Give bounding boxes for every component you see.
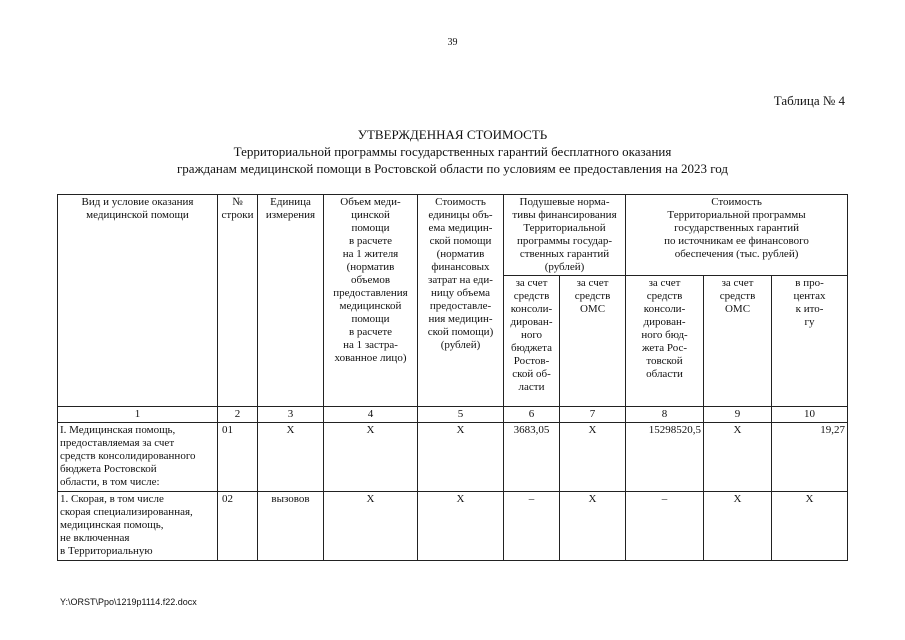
row-per-capita-oms: Х (560, 423, 626, 492)
header-service-type: Вид и условие оказания медицинской помощи (58, 195, 218, 407)
title-line-2: Территориальной программы государственных гарантий бесплатного оказания (233, 144, 672, 159)
column-number: 6 (504, 407, 560, 423)
column-number: 3 (258, 407, 324, 423)
column-number: 1 (58, 407, 218, 423)
column-number: 2 (218, 407, 258, 423)
title-line-3: гражданам медицинской помощи в Ростовской области по условиям ее предоставления на 2023 год (176, 161, 729, 176)
column-number: 7 (560, 407, 626, 423)
row-unit-cost: Х (418, 423, 504, 492)
row-unit: Х (258, 423, 324, 492)
title-line-1: УТВЕРЖДЕННАЯ СТОИМОСТЬ (357, 127, 548, 142)
header-cost-budget: за счет средств консоли- дирован- ного бюд- жета Рос- товской области (626, 276, 704, 407)
row-per-capita-budget: 3683,05 (504, 423, 560, 492)
header-cost-group: Стоимость Территориальной программы государственных гарантий по источникам ее финансового обеспечения (тыс. рублей) (626, 195, 848, 276)
table-label: Таблица № 4 (773, 93, 845, 108)
row-service-name: I. Медицинская помощь, предоставляемая за счет средств консолидированного бюджета Ростовской области, в том числе: (58, 423, 218, 492)
header-per-capita-group: Подушевые норма- тивы финансирования Территориальной программы государ- ственных гарантий (рублей) (504, 195, 626, 276)
row-unit: вызовов (258, 492, 324, 561)
column-number: 4 (324, 407, 418, 423)
row-cost-oms: Х (704, 492, 772, 561)
table-row (58, 423, 848, 492)
row-volume: Х (324, 492, 418, 561)
column-number: 10 (772, 407, 848, 423)
row-percent: Х (772, 492, 848, 561)
row-percent: 19,27 (772, 423, 848, 492)
row-line-number: 02 (218, 492, 258, 561)
file-path-footer: Y:\ORST\Ppo\1219p1114.f22.docx (60, 597, 197, 607)
cost-table (57, 194, 848, 561)
header-line-number: № строки (218, 195, 258, 407)
row-per-capita-budget: – (504, 492, 560, 561)
header-unit: Единица измерения (258, 195, 324, 407)
column-number-row (58, 407, 848, 423)
table-row (58, 492, 848, 561)
header-per-capita-budget: за счет средств консоли- дирован- ного бюджета Ростов- ской об- ласти (504, 276, 560, 407)
column-number: 8 (626, 407, 704, 423)
row-per-capita-oms: Х (560, 492, 626, 561)
column-number: 9 (704, 407, 772, 423)
row-cost-budget: – (626, 492, 704, 561)
header-cost-oms: за счет средств ОМС (704, 276, 772, 407)
page-number: 39 (447, 37, 458, 48)
header-percent: в про- центах к ито- гу (772, 276, 848, 407)
row-cost-oms: Х (704, 423, 772, 492)
column-number: 5 (418, 407, 504, 423)
row-service-name: 1. Скорая, в том числе скорая специализированная, медицинская помощь, не включенная в Территориальную (58, 492, 218, 561)
row-volume: Х (324, 423, 418, 492)
header-per-capita-oms: за счет средств ОМС (560, 276, 626, 407)
header-volume: Объем меди- цинской помощи в расчете на 1 жителя (норматив объемов предоставления медицинской помощи в расчете на 1 застра- хованное лицо) (324, 195, 418, 407)
header-unit-cost: Стоимость единицы объ- ема медицин- ской помощи (норматив финансовых затрат на еди- ницу объема предоставле- ния медицин- ской помощи) (рублей) (418, 195, 504, 407)
row-unit-cost: Х (418, 492, 504, 561)
document-title (0, 126, 905, 177)
row-line-number: 01 (218, 423, 258, 492)
row-cost-budget: 15298520,5 (626, 423, 704, 492)
